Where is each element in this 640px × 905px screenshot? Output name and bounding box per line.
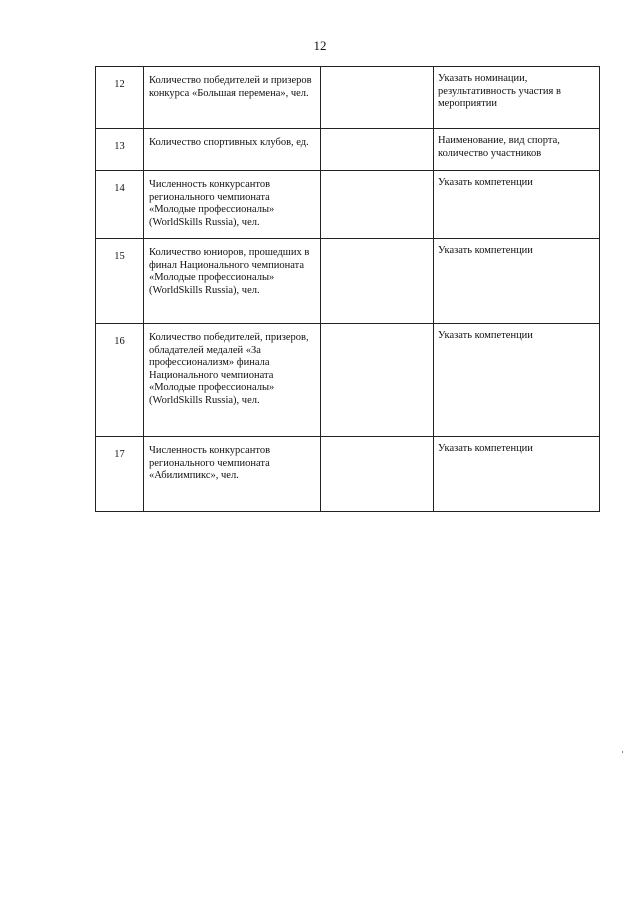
indicator-value [321,129,433,141]
indicator-note-cell [434,171,600,239]
page-number: 12 [313,38,327,53]
indicator-name: Количество победителей и призеров конкурса «Большая перемена», чел. [149,75,312,99]
indicator-value [321,324,433,336]
indicator-note-cell [434,324,600,437]
indicator-value-cell[interactable] [321,67,434,129]
indicator-note-cell [434,67,600,129]
row-number: 15 [114,251,125,262]
indicator-name-cell [144,437,321,512]
indicator-name: Количество юниоров, прошедших в финал Национального чемпионата «Молодые профессионалы» (WorldSkills Russia), чел. [149,247,310,296]
indicator-name: Количество спортивных клубов, ед. [149,137,309,148]
indicator-note: Указать компетенции [438,177,533,188]
table-row [96,324,600,437]
row-number-cell [96,129,144,171]
indicator-name-cell [144,129,321,171]
indicator-value [321,239,433,251]
indicator-name: Количество победителей, призеров, обладателей медалей «За профессионализм» финала Национального чемпионата «Молодые профессионалы» (WorldSkills Russia), чел. [149,332,309,406]
indicator-note-cell [434,437,600,512]
indicator-value [321,171,433,183]
table-row [96,239,600,324]
indicator-note: Наименование, вид спорта, количество участников [438,135,560,159]
row-number-cell [96,171,144,239]
indicator-value [321,437,433,449]
indicator-note: Указать компетенции [438,330,533,341]
row-number: 14 [114,183,125,194]
scan-speck [622,751,623,753]
row-number: 17 [114,449,125,460]
indicator-name-cell [144,67,321,129]
row-number-cell [96,324,144,437]
indicator-note: Указать номинации, результативность участия в мероприятии [438,73,561,109]
table-row [96,129,600,171]
table-row [96,437,600,512]
row-number: 16 [114,336,125,347]
indicator-value-cell[interactable] [321,324,434,437]
indicator-value-cell[interactable] [321,171,434,239]
row-number-cell [96,239,144,324]
indicator-value-cell[interactable] [321,239,434,324]
indicator-note: Указать компетенции [438,245,533,256]
indicator-note-cell [434,239,600,324]
indicator-note-cell [434,129,600,171]
indicator-name-cell [144,171,321,239]
indicator-name-cell [144,239,321,324]
indicator-name: Численность конкурсантов регионального чемпионата «Абилимпикс», чел. [149,445,271,481]
row-number: 12 [114,79,125,90]
indicator-note: Указать компетенции [438,443,533,454]
indicators-table [95,66,600,512]
indicator-value-cell[interactable] [321,437,434,512]
row-number-cell [96,437,144,512]
row-number: 13 [114,141,125,152]
indicator-name: Численность конкурсантов регионального чемпионата «Молодые профессионалы» (WorldSkills Russia), чел. [149,179,275,228]
indicator-value-cell[interactable] [321,129,434,171]
indicator-value [321,67,433,79]
indicator-name-cell [144,324,321,437]
table-row [96,171,600,239]
table-row [96,67,600,129]
row-number-cell [96,67,144,129]
